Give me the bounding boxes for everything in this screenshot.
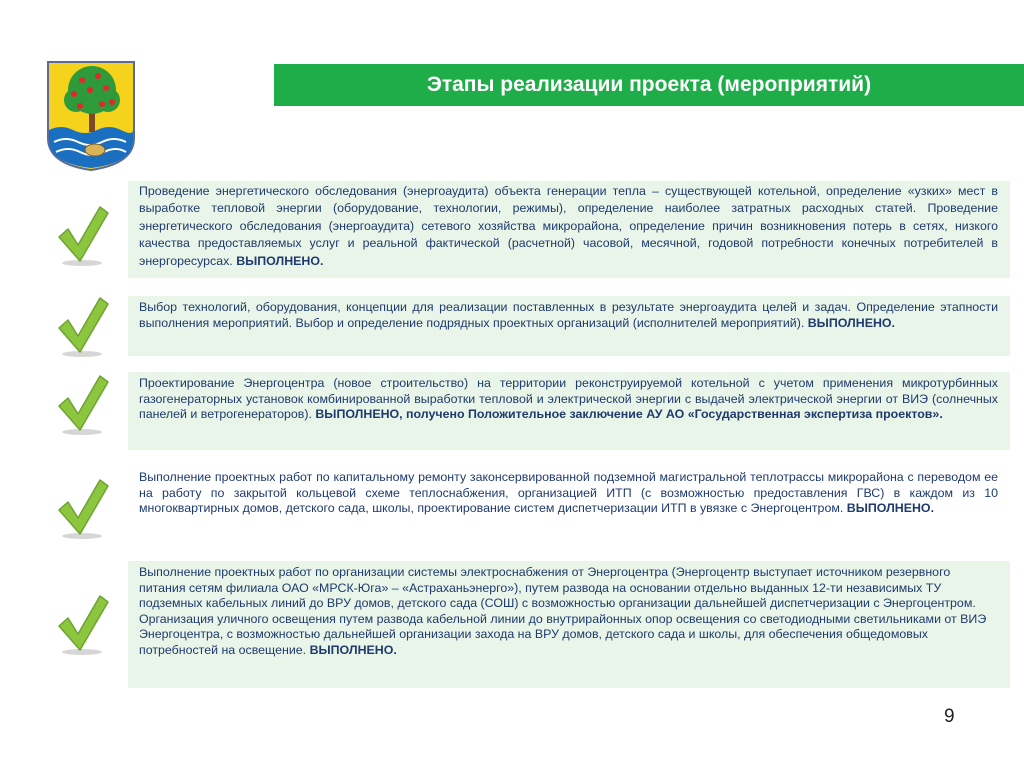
- checkmark-icon: [56, 205, 110, 269]
- page-number: 9: [944, 706, 955, 727]
- stage-block-4: [128, 466, 1010, 544]
- slide-title: Этапы реализации проекта (мероприятий): [274, 64, 1024, 106]
- stage-2-text: Выбор технологий, оборудования, концепции для реализации поставленных в результате энергоаудита целей и задач. Определение этапности выполнения мероприятий. Выбор и определение подрядных проектных организаций (исполнителей мероприятий).: [139, 300, 998, 330]
- stage-1-text: Проведение энергетического обследования (энергоаудита) объекта генерации тепла – существующей котельной, определение «узких» мест в выработке тепловой энергии (оборудование, технологии, режимы), определение наиболее затратных расходных статей. Проведение энергетического обследования (энергоаудита) сетевого хозяйства микрорайона, определение причин возникновения потерь в сетях, низкого качества предоставляемых услуг и реальной фактической (расчетной) часовой, месячной, годовой потребности конечных потребителей в энергоресурсах.: [139, 184, 998, 268]
- checkmark-icon: [56, 594, 110, 658]
- checkmark-icon: [56, 374, 110, 438]
- stage-5-text: Выполнение проектных работ по организации системы электроснабжения от Энергоцентра (Энергоцентр выступает источником резервного питания сетям филиала ОАО «МРСК-Юга» – «Астраханьэнерго»), путем развода на основании отдельно выданных 12-ти независимых ТУ подземных кабельных линий до ВРУ домов, детского сада (СОШ) с возможностью организации дальнейшей диспетчеризации с Энергоцентром. Организация уличного освещения путем развода кабельной линии до внутрирайонных опор освещения со светодиодными светильниками от ВИЭ Энергоцентра, с возможностью дальнейшей организации захода на ВРУ домов, детского сада и школы, для обеспечения общедомовых потребностей на освещение.: [139, 565, 987, 657]
- stage-1-status: ВЫПОЛНЕНО.: [236, 253, 324, 268]
- stage-5-status: ВЫПОЛНЕНО.: [309, 642, 397, 657]
- stage-block-5: [128, 561, 1010, 688]
- coat-of-arms-emblem: [46, 60, 136, 172]
- stage-3-text: Проектирование Энергоцентра (новое строительство) на территории реконструируемой котельной с учетом применения микротурбинных газогенераторных установок комбинированной выработки тепловой и электрической энергии с выдачей электрической энергии от ВИЭ (солнечных панелей и ветрогенераторов).: [139, 376, 998, 422]
- stage-3-status: ВЫПОЛНЕНО, получено Положительное заключение АУ АО «Государственная экспертиза проектов».: [315, 407, 943, 422]
- stage-block-3: [128, 372, 1010, 450]
- stage-block-1: [128, 181, 1010, 278]
- stage-4-status: ВЫПОЛНЕНО.: [846, 501, 935, 516]
- checkmark-icon: [56, 478, 110, 542]
- stage-4-text: Выполнение проектных работ по капитальному ремонту законсервированной подземной магистральной теплотрассы микрорайона с переводом ее на работу по закрытой кольцевой схеме теплоснабжения, организацией ИТП (с возможностью предоставления ГВС) в каждом из 10 многоквартирных домов, детского сада, школы, проектирование систем диспетчеризации ИТП в увязке с Энергоцентром.: [139, 470, 998, 516]
- stage-2-status: ВЫПОЛНЕНО.: [807, 315, 895, 330]
- checkmark-icon: [56, 296, 110, 360]
- stage-block-2: [128, 296, 1010, 356]
